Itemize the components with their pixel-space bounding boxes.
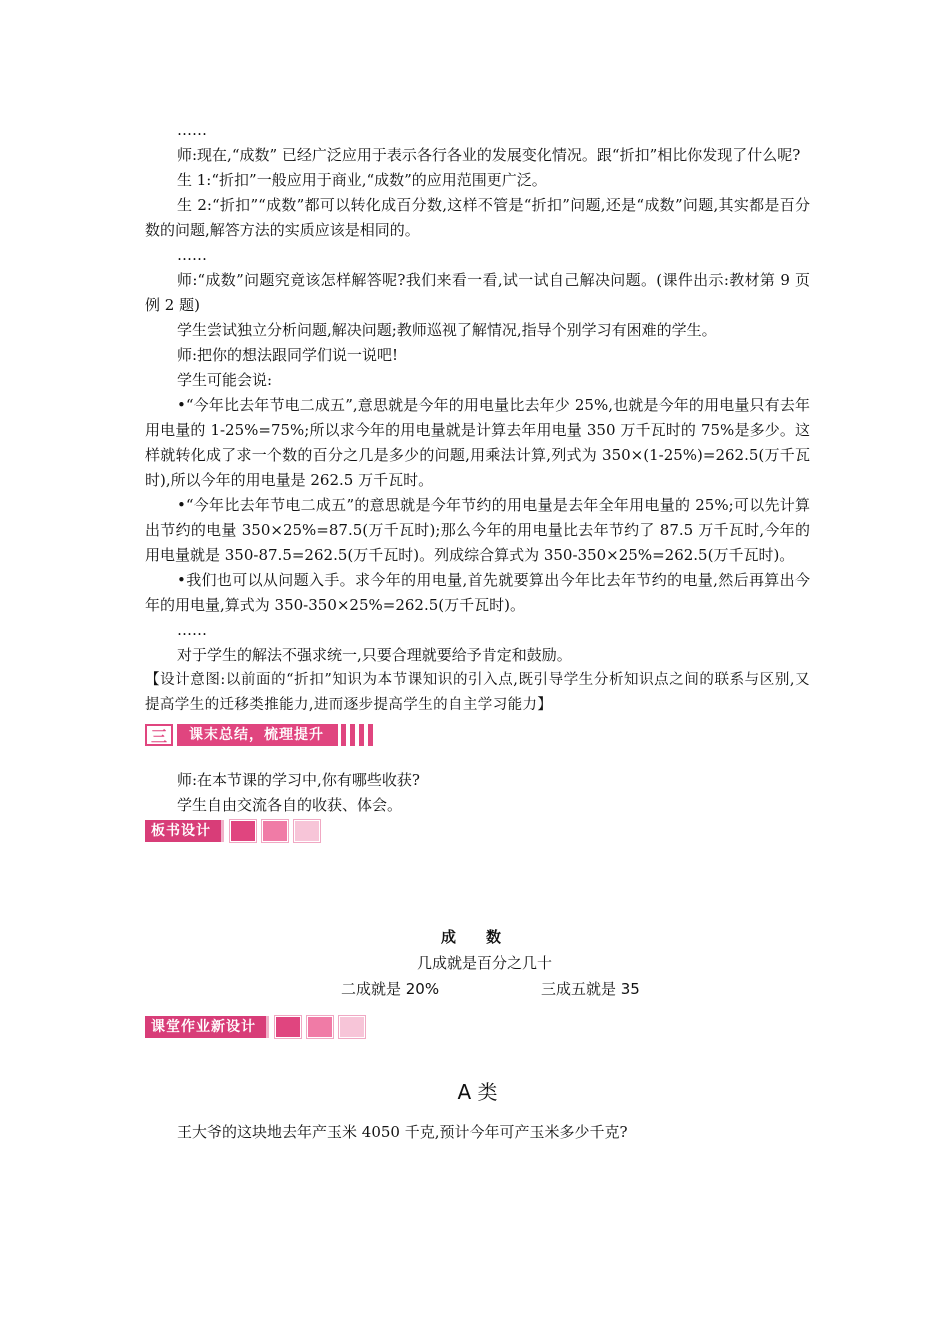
square-decoration	[275, 1016, 301, 1038]
board-example-left: 二成就是 20%	[341, 980, 440, 998]
method-1: •“今年比去年节电二成五”,意思就是今年的用电量比去年少 25%,也就是今年的用电量只有去年用电量的 1-25%=75%;所以求今年的用电量就是计算去年用电量 350 万千瓦时的 75%是多少。这样就转化成了求一个数的百分之几是多少的问题,用乘法计算,列式为 350×(1-25%)=262.5(万千瓦时),所以今年的用电量是 262.5 万千瓦时。	[145, 396, 810, 489]
student-1-answer: 生 1:“折扣”一般应用于商业,“成数”的应用范围更广泛。	[177, 171, 547, 189]
method-3: •我们也可以从问题入手。求今年的用电量,首先就要算出今年比去年节约的电量,然后再算出今年的用电量,算式为 350-350×25%=262.5(万千瓦时)。	[145, 571, 810, 614]
teacher-question-2: 师:“成数”问题究竟该怎样解答呢?我们来看一看,试一试自己解决问题。(课件出示:教材第 9 页例 2 题)	[145, 271, 810, 314]
section-3-banner	[145, 722, 437, 748]
teacher-prompt: 师:把你的想法跟同学们说一说吧!	[177, 346, 399, 364]
ellipsis-1: ……	[177, 121, 207, 139]
homework-banner	[145, 1014, 810, 1040]
board-title: 成 数	[441, 928, 502, 946]
ellipsis-2: ……	[177, 246, 207, 264]
homework-question: 王大爷的这块地去年产玉米 4050 千克,预计今年可产玉米多少千克?	[177, 1123, 628, 1141]
board-rule: 几成就是百分之几十	[417, 954, 553, 972]
summary-activity: 学生自由交流各自的收获、体会。	[177, 796, 403, 814]
board-example-right: 三成五就是 35	[541, 980, 640, 998]
document-page	[145, 118, 810, 1145]
summary-question: 师:在本节课的学习中,你有哪些收获?	[177, 771, 420, 789]
board-design-banner	[145, 818, 810, 844]
students-may-say: 学生可能会说:	[177, 371, 273, 389]
student-activity: 学生尝试独立分析问题,解决问题;教师巡视了解情况,指导个别学习有困难的学生。	[177, 321, 717, 339]
section-title: 课末总结，梳理提升	[177, 724, 338, 746]
square-decoration	[230, 820, 256, 842]
homework-label: 课堂作业新设计	[145, 1016, 269, 1038]
section-number: 三	[145, 724, 173, 746]
encouragement: 对于学生的解法不强求统一,只要合理就要给予肯定和鼓励。	[177, 646, 572, 664]
stripes-decoration	[341, 724, 373, 746]
board-design	[145, 844, 810, 1014]
design-intent: 【设计意图:以前面的“折扣”知识为本节课知识的引入点,既引导学生分析知识点之间的联系与区别,又提高学生的迁移类推能力,进而逐步提高学生的自主学习能力】	[145, 672, 810, 713]
teacher-question-1: 师:现在,“成数” 已经广泛应用于表示各行各业的发展变化情况。跟“折扣”相比你发现了什么呢?	[177, 146, 801, 164]
category-heading: A 类	[457, 1080, 498, 1104]
ellipsis-3: ……	[177, 621, 207, 639]
square-decoration	[294, 820, 320, 842]
method-2: •“今年比去年节电二成五”的意思就是今年节约的用电量是去年全年用电量的 25%;可以先计算出节约的电量 350×25%=87.5(万千瓦时);那么今年的用电量比去年节约了 87.5 万千瓦时,今年的用电量就是 350-87.5=262.5(万千瓦时)。列成综合算式为 350-350×25%=262.5(万千瓦时)。	[145, 496, 810, 564]
board-design-label: 板书设计	[145, 820, 224, 842]
square-decoration	[262, 820, 288, 842]
student-2-answer: 生 2:“折扣”“成数”都可以转化成百分数,这样不管是“折扣”问题,还是“成数”问题,其实都是百分数的问题,解答方法的实质应该是相同的。	[145, 196, 810, 239]
square-decoration	[339, 1016, 365, 1038]
square-decoration	[307, 1016, 333, 1038]
